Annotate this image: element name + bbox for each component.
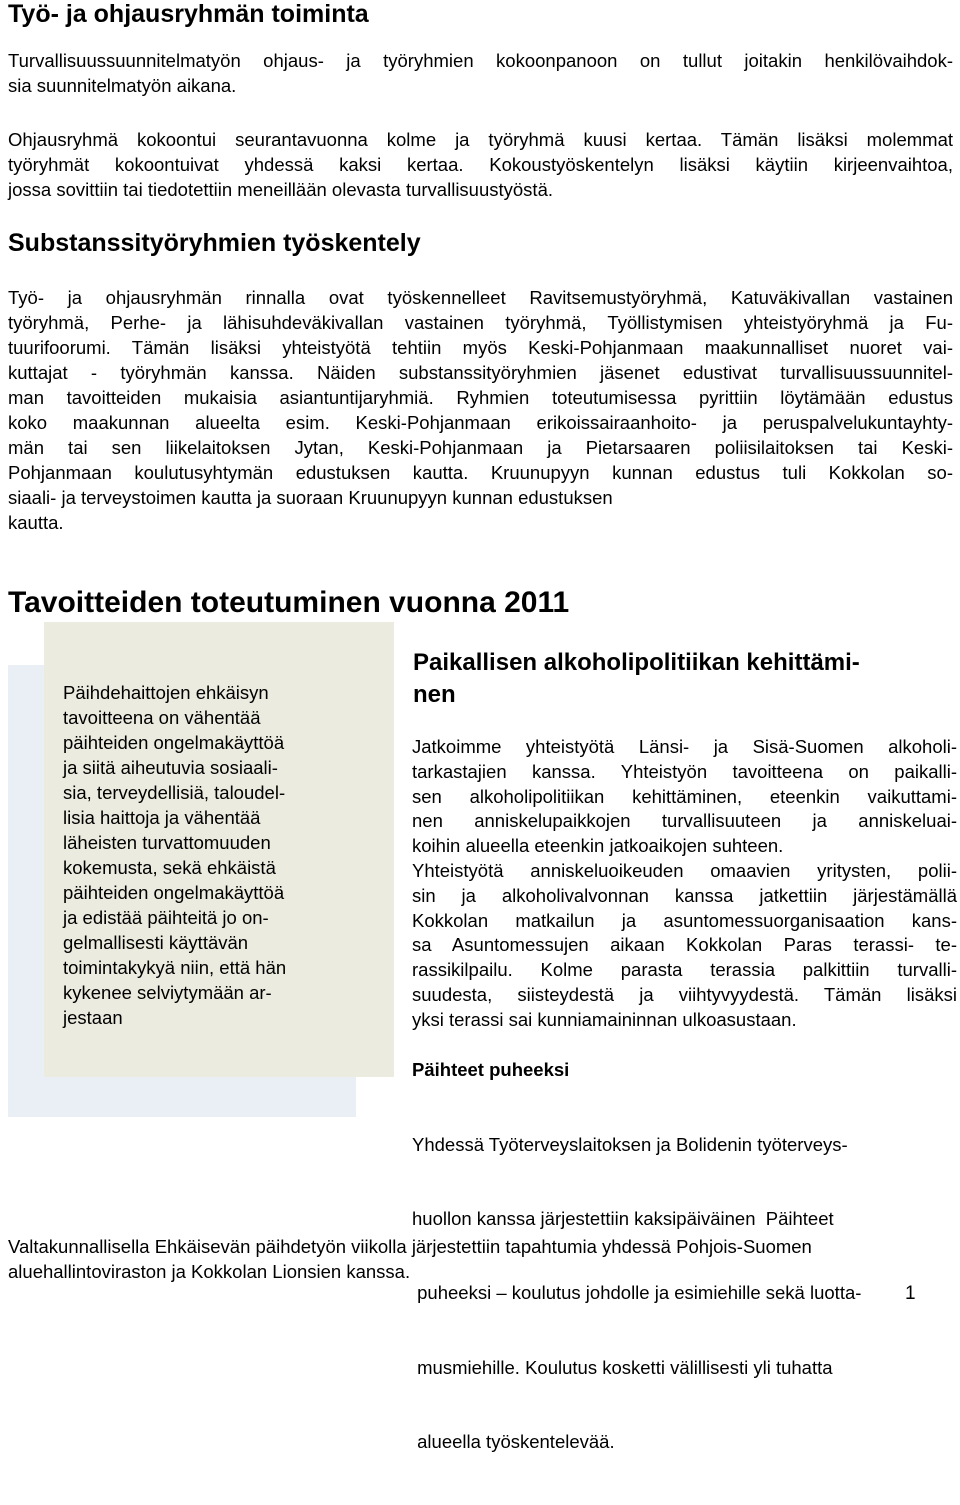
text-line: puheeksi – koulutus johdolle ja esimiehille sekä luotta- — [412, 1282, 862, 1304]
text-line: Jatkoimme yhteistyötä Länsi- ja Sisä-Suomen alkoholi- — [412, 736, 957, 757]
text-line: man tavoitteiden mukaisia asiantuntijaryhmiä. Ryhmien toteutumisessa pyrittiin löytämään edustus — [8, 387, 953, 408]
text-line: kuttajat - työryhmän kanssa. Näiden substanssityöryhmien jäsenet edustivat turvallisuussuunnitel- — [8, 362, 953, 383]
text-line: Työ- ja ohjausryhmän rinnalla ovat työskennelleet Ravitsemustyöryhmä, Katuväkivallan vastainen — [8, 287, 953, 308]
substances-talk-paragraph — [412, 1083, 957, 1505]
text-line: sen alkoholipolitiikan kehittäminen, eteenkin vaikuttami- — [412, 785, 957, 807]
text-line: sia suunnitelmatyön aikana. — [8, 75, 237, 96]
text-line: huollon kanssa järjestettiin kaksipäiväinen Päihteet — [412, 1207, 834, 1229]
text-line: Yhteistyötä anniskeluoikeuden omaavien yritysten, polii- — [412, 860, 957, 881]
text-line: ja siitä aiheutuvia sosiaali- — [63, 757, 278, 778]
text-line: tavoitteena on vähentää — [63, 707, 261, 728]
text-line: työryhmä, Perhe- ja lähisuhdeväkivallan vastainen työryhmä, Työllistymisen yhteistyöryhmä ja Fu- — [8, 312, 953, 333]
bottom-paragraph — [8, 1234, 953, 1284]
text-line: suudesta, siisteydestä ja viihtyvyydestä. Tämän lisäksi — [412, 983, 957, 1005]
text-line: kokemusta, sekä ehkäistä — [63, 857, 276, 878]
text-line: rassikilpailu. Kolme parasta terassia palkittiin turvalli- — [412, 959, 957, 981]
text-line: tarkastajien kanssa. Yhteistyön tavoitteena on paikalli- — [412, 760, 957, 782]
text-line: Ohjausryhmä kokoontui seurantavuonna kolme ja työryhmä kuusi kertaa. Tämän lisäksi molemmat — [8, 129, 953, 150]
intro-paragraph-1 — [8, 48, 953, 98]
text-line: yksi terassi sai kunniamaininnan ulkoasustaan. — [412, 1008, 797, 1030]
section-heading-work-groups: Työ- ja ohjausryhmän toiminta — [8, 0, 369, 28]
text-line: koihin alueella eteenkin jatkoaikojen suhteen. — [412, 835, 784, 857]
text-line: aluehallintoviraston ja Kokkolan Lionsien kanssa. — [8, 1261, 411, 1282]
goal-box-text — [63, 680, 338, 1030]
text-line: päihteiden ongelmakäyttöä — [63, 882, 285, 903]
text-line: Päihdehaittojen ehkäisyn — [63, 682, 269, 703]
text-line: alueella työskentelevää. — [412, 1431, 615, 1453]
substance-paragraph — [8, 285, 953, 535]
subsection-heading-alcohol-policy — [413, 647, 958, 711]
page-number: 1 — [905, 1283, 916, 1304]
alcohol-policy-paragraph-1 — [412, 735, 957, 859]
text-line: ja edistää päihteitä jo on- — [63, 907, 269, 928]
text-line: sa Asuntomessujen aikaan Kokkolan Paras terassi- te- — [412, 934, 957, 956]
text-line: män tai sen liikelaitoksen Jytan, Keski-Pohjanmaan ja Pietarsaaren poliisilaitoksen tai Keski- — [8, 437, 953, 458]
text-line: musmiehille. Koulutus kosketti välillisesti yli tuhatta — [412, 1356, 833, 1378]
text-line: nen anniskelupaikkojen turvallisuuteen ja anniskeluai- — [412, 810, 957, 832]
text-line: läheisten turvattomuuden — [63, 832, 271, 853]
text-line: gelmallisesti käyttävän — [63, 932, 249, 953]
text-line: Pohjanmaan koulutusyhtymän edustuksen kautta. Kruunupyyn kunnan edustus tuli Kokkolan so- — [8, 462, 953, 483]
text-line: siaali- ja terveystoimen kautta ja suoraan Kruunupyyn kunnan edustuksen — [8, 487, 613, 508]
subsection-heading-substances-talk: Päihteet puheeksi — [412, 1059, 570, 1080]
text-line: Kokkolan matkailun ja asuntomessuorganisaation kans- — [412, 909, 957, 931]
text-line: päihteiden ongelmakäyttöä — [63, 732, 285, 753]
text-line: kykenee selviytymään ar- — [63, 982, 272, 1003]
text-line: Turvallisuussuunnitelmatyön ohjaus- ja työryhmien kokoonpanoon on tullut joitakin henkilövaihdok- — [8, 50, 953, 71]
section-heading-goals-2011: Tavoitteiden toteutuminen vuonna 2011 — [8, 586, 570, 619]
text-line: Valtakunnallisella Ehkäisevän päihdetyön viikolla järjestettiin tapahtumia yhdessä Pohjois-Suomen — [8, 1236, 812, 1257]
text-line: koko maakunnan alueelta esim. Keski-Pohjanmaan erikoissairaanhoito- ja peruspalvelukuntayhty- — [8, 412, 953, 433]
text-line: työryhmät kokoontuivat yhdessä kaksi kertaa. Kokoustyöskentelyn lisäksi käytiin kirjeenvaihtoa, — [8, 154, 953, 175]
text-line: lisia haittoja ja vähentää — [63, 807, 261, 828]
text-line: sin ja alkoholivalvonnan kanssa jatkettiin järjestämällä — [412, 884, 957, 906]
text-line: jestaan — [63, 1007, 123, 1028]
text-line: jossa sovittiin tai tiedotettiin meneillään olevasta turvallisuustyöstä. — [8, 179, 554, 200]
text-line: toimintakykyä niin, että hän — [63, 957, 287, 978]
text-line: sia, terveydellisiä, taloudel- — [63, 782, 286, 803]
intro-paragraph-2 — [8, 127, 953, 202]
text-line: Yhdessä Työterveyslaitoksen ja Bolidenin työterveys- — [412, 1133, 848, 1155]
alcohol-policy-paragraph-2 — [412, 859, 957, 1033]
heading-line: Paikallisen alkoholipolitiikan kehittämi- — [413, 649, 860, 676]
section-heading-substance-groups: Substanssityöryhmien työskentely — [8, 229, 421, 257]
heading-line: nen — [413, 681, 456, 708]
text-line: kautta. — [8, 512, 64, 533]
text-line: tuurifoorumi. Tämän lisäksi yhteistyötä tehtiin myös Keski-Pohjanmaan maakunnalliset nuoret vai- — [8, 337, 953, 358]
